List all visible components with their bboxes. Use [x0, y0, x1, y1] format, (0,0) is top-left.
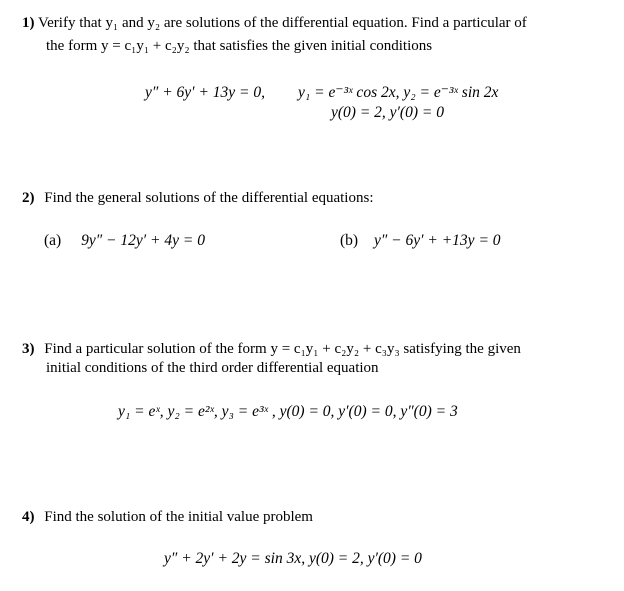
problem-3-equation: y₁ = eˣ, y₂ = e²ˣ, y₃ = e³ˣ , y(0) = 0, y′(0) = 0, y″(0) = 3 [118, 403, 458, 420]
problem-3-line-2 [46, 359, 379, 377]
problem-2-number: 2) [22, 190, 35, 206]
problem-3-line-1 [22, 340, 521, 358]
problem-2-part-a-equation: 9y″ − 12y′ + 4y = 0 [81, 232, 205, 249]
problem-2-line [22, 189, 373, 207]
problem-3-number: 3) [22, 341, 35, 357]
problem-1-equation: y″ + 6y′ + 13y = 0, [145, 84, 265, 101]
problem-1-number: 1) [22, 15, 35, 31]
problem-4-equation: y″ + 2y′ + 2y = sin 3x, y(0) = 2, y′(0) = 0 [164, 550, 422, 567]
problem-1-solutions: y₁ = e⁻³ˣ cos 2x, y₂ = e⁻³ˣ sin 2x [298, 84, 499, 101]
problem-1-initial-conditions: y(0) = 2, y′(0) = 0 [331, 104, 444, 121]
problem-1-text-line-2: the form y = c₁y₁ + c₂y₂ that satisfies the given initial conditions [46, 38, 433, 54]
problem-4-text: Find the solution of the initial value problem [44, 509, 313, 525]
problem-2-part-a [44, 232, 205, 250]
problem-3-text-line-2: initial conditions of the third order differential equation [46, 360, 379, 376]
problem-2-text: Find the general solutions of the differential equations: [44, 190, 374, 206]
problem-2-part-b [340, 232, 501, 250]
problem-2-part-a-label: (a) [44, 232, 62, 249]
problem-1-text-line-1: Verify that y₁ and y₂ are solutions of the differential equation. Find a particular of [37, 15, 527, 31]
problem-1-line-1 [22, 14, 527, 32]
problem-3-text-line-1: Find a particular solution of the form y = c₁y₁ + c₂y₂ + c₃y₃ satisfying the given [44, 341, 521, 357]
problem-2-part-b-equation: y″ − 6y′ + +13y = 0 [373, 232, 501, 249]
problem-4-number: 4) [22, 509, 35, 525]
problem-2-part-b-label: (b) [340, 232, 359, 249]
problem-1-line-2 [46, 37, 432, 55]
problem-4-line [22, 508, 313, 526]
